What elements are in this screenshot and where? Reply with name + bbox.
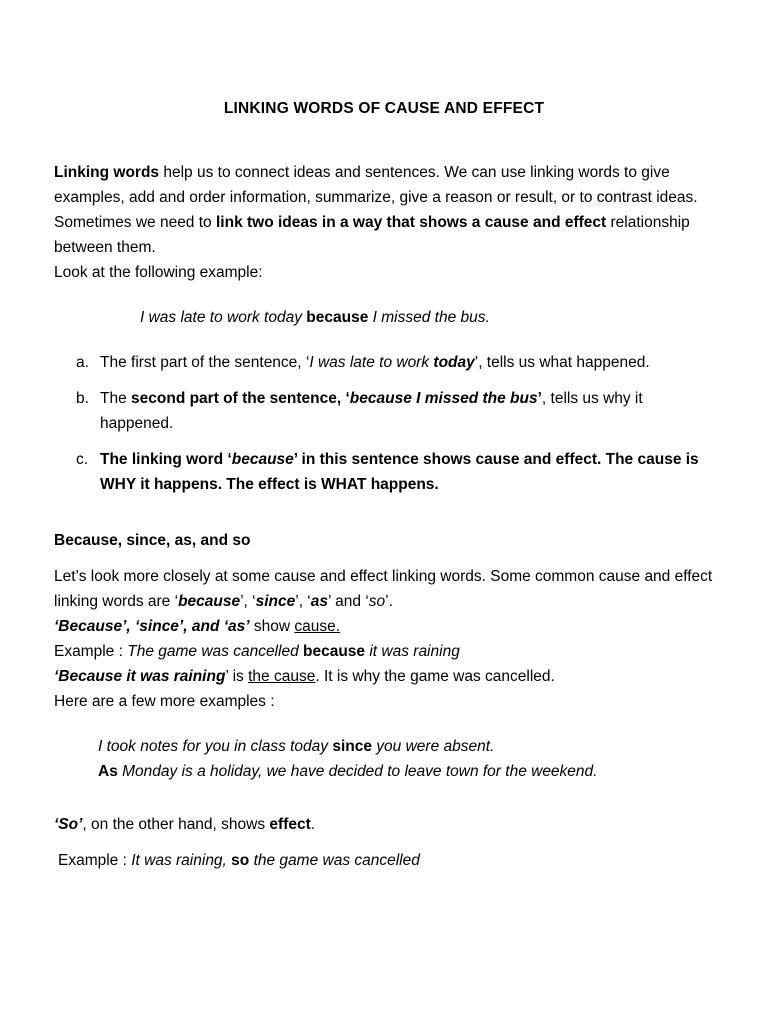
list-item <box>54 386 714 436</box>
s2-p4-d: . It is why the game was cancelled. <box>315 668 555 685</box>
s2-p3-italic2: it was raining <box>365 643 460 660</box>
s2-p3-bold: because <box>303 643 366 660</box>
s2-p1-word-because: because <box>178 593 241 610</box>
intro-line-2 <box>54 210 714 260</box>
s2-p1-sep1: ’, ‘ <box>240 593 256 610</box>
list-item-seg2: because <box>231 451 294 468</box>
s2-p7-italic1: It was raining, <box>131 852 232 869</box>
list-item-seg4: ’, tells us what happened. <box>474 354 650 371</box>
list-item-seg3: ’ in this sentence shows cause and effect. The cause is WHY it happens. The effect is WHAT happens. <box>100 451 699 493</box>
section2-example-2 <box>58 848 714 873</box>
s2-p7-label: Example : <box>58 852 132 869</box>
s2-p4-quote: ‘Because it was raining <box>54 668 226 685</box>
section2-paragraph-5: Here are a few more examples : <box>54 693 275 710</box>
more-example-2 <box>98 759 714 784</box>
section2-body <box>54 564 714 714</box>
main-example-part2: I missed the bus. <box>368 309 490 326</box>
main-example-part1: I was late to work today <box>140 309 307 326</box>
s2-p2-words: ‘Because’, ‘since’, and ‘as’ <box>54 618 250 635</box>
section2-paragraph-2 <box>54 614 714 639</box>
ex1-part2: you were absent. <box>372 738 495 755</box>
list-item-seg5: , tells us why it happened. <box>100 390 643 432</box>
s2-p4-the-cause: the cause <box>248 668 316 685</box>
s2-p1-end: ’. <box>385 593 393 610</box>
section2-paragraph-4 <box>54 664 714 689</box>
document-content <box>54 100 714 873</box>
s2-p7-bold: so <box>231 852 250 869</box>
explanation-list <box>54 350 714 497</box>
s2-p3-italic1: The game was cancelled <box>127 643 303 660</box>
section-heading: Because, since, as, and so <box>54 532 251 549</box>
intro-paragraph <box>54 160 714 285</box>
intro-lead-rest: help us to connect ideas and sentences. We can use linking words to give examples, add and order information, summarize, give a reason or result, or to contrast ideas. <box>54 164 698 206</box>
list-item-seg1: The linking word ‘ <box>100 451 232 468</box>
s2-p1-word-so: so <box>368 593 386 610</box>
s2-p6-mid: , on the other hand, shows <box>82 816 270 833</box>
intro-lead-bold: Linking words <box>54 164 160 181</box>
s2-p6-end: . <box>310 816 316 833</box>
list-item-seg3: because I missed the bus <box>349 390 538 407</box>
s2-p1-word-since: since <box>255 593 296 610</box>
page-title: LINKING WORDS OF CAUSE AND EFFECT <box>223 100 545 117</box>
more-examples <box>98 734 714 784</box>
s2-p1-sep2: ’, ‘ <box>295 593 311 610</box>
list-item <box>54 350 714 375</box>
list-marker: c. <box>76 451 89 468</box>
s2-p1-start: Let’s look more closely at some cause and effect linking words. Some common cause and effect linking words are ‘ <box>54 568 713 610</box>
s2-p6-so: ‘So’ <box>54 816 83 833</box>
s2-p2-cause: cause. <box>294 618 341 635</box>
intro-line2-bold: link two ideas in a way that shows a cause and effect <box>215 214 607 231</box>
more-example-1 <box>98 734 714 759</box>
ex2-bold: As <box>98 763 118 780</box>
list-item-seg1: The <box>100 390 132 407</box>
list-item-seg3: today <box>433 354 475 371</box>
s2-p2-mid: show <box>249 618 295 635</box>
intro-line-3: Look at the following example: <box>54 264 263 281</box>
intro-line2-end: relationship between them. <box>54 214 690 256</box>
section2-example-1 <box>54 639 714 664</box>
list-marker: b. <box>76 390 89 407</box>
intro-line2-start: Sometimes we need to <box>54 214 216 231</box>
ex1-part1: I took notes for you in class today <box>98 738 333 755</box>
ex2-rest: Monday is a holiday, we have decided to leave town for the weekend. <box>117 763 598 780</box>
s2-p1-sep3: ’ and ‘ <box>328 593 369 610</box>
list-item-seg4: ’ <box>537 390 542 407</box>
list-item-seg2: second part of the sentence, ‘ <box>131 390 350 407</box>
list-marker: a. <box>76 354 89 371</box>
s2-p1-word-as: as <box>310 593 328 610</box>
main-example-bold: because <box>306 309 369 326</box>
s2-p7-italic2: the game was cancelled <box>249 852 420 869</box>
list-item <box>54 447 714 497</box>
intro-lead-paragraph <box>54 160 714 210</box>
section2-paragraph-6 <box>54 812 714 837</box>
main-example <box>140 305 714 330</box>
s2-p3-label: Example : <box>54 643 128 660</box>
list-item-seg2: I was late to work <box>309 354 434 371</box>
s2-p6-effect: effect <box>269 816 311 833</box>
section2-paragraph-1 <box>54 564 714 614</box>
s2-p4-b: ’ is <box>225 668 249 685</box>
list-item-seg1: The first part of the sentence, ‘ <box>100 354 310 371</box>
ex1-bold: since <box>332 738 372 755</box>
